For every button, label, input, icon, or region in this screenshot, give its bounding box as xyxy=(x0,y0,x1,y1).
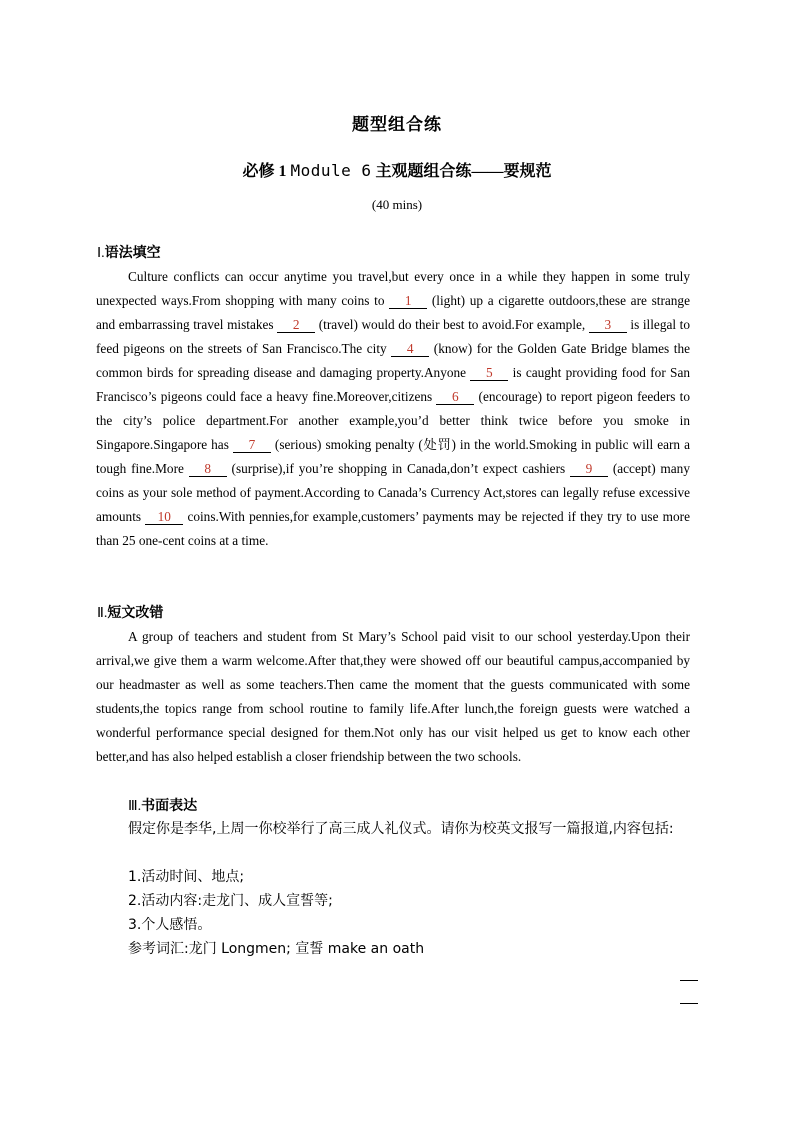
part3-vocab: 参考词汇:龙门 Longmen; 宣誓 make an oath xyxy=(128,941,425,957)
passage-text: (light) up a cigarette outdoors,these are strange and embarrassing travel mistakes xyxy=(96,293,690,332)
blank-3[interactable]: 3 xyxy=(589,318,627,333)
time-limit: (40 mins) xyxy=(371,197,423,212)
passage-text: (encourage) to report pigeon feeders to the city’s police department.For another example,you’d better think twice before you smoke in Singapore.Singapore has xyxy=(96,389,690,452)
part3-item-2: 2.活动内容:走龙门、成人宣誓等; xyxy=(128,893,333,909)
part2-heading-num: Ⅱ. xyxy=(97,606,108,621)
passage-text: (serious) smoking penalty (处罚) in the world.Smoking in public will earn a tough fine.More xyxy=(96,437,690,476)
part3-item-1: 1.活动时间、地点; xyxy=(128,869,245,885)
part3-heading-num: Ⅲ. xyxy=(128,799,142,814)
main-title-module: Module 6 xyxy=(290,161,372,180)
answer-line[interactable] xyxy=(680,980,698,981)
passage-text: is illegal to feed pigeons on the streets of San Francisco.The city xyxy=(96,317,690,356)
passage-text: (travel) would do their best to avoid.For example, xyxy=(315,317,589,332)
blank-10[interactable]: 10 xyxy=(145,510,183,525)
blank-4[interactable]: 4 xyxy=(391,342,429,357)
part2-passage: A group of teachers and student from St Mary’s School paid visit to our school yesterday.Upon their arrival,we give them a warm welcome.After that,they were showed off our beautiful campus,accompanied by our headmaster as well as some teachers.Then came the moment that the guests communicated with some students,the topics range from school routine to family life.After lunch,the foreign guests were watched a wonderful performance special designed for them.Not only has our visit helped us get to know each other better,and has also helped establish a closer friendship between the two schools. xyxy=(96,629,690,764)
blank-5[interactable]: 5 xyxy=(470,366,508,381)
passage-text: (surprise),if you’re shopping in Canada,don’t expect cashiers xyxy=(226,461,570,476)
passage-text: coins.With pennies,for example,customers’ payments may be rejected if they try to use more than 25 one-cent coins at a time. xyxy=(96,509,690,548)
blank-9[interactable]: 9 xyxy=(570,462,608,477)
part2-heading xyxy=(97,602,163,622)
passage-text: (know) for the Golden Gate Bridge blames the common birds for spreading disease and damaging property.Anyone xyxy=(96,341,691,380)
part2-heading-label: 短文改错 xyxy=(107,605,164,621)
part3-prompt: 假定你是李华,上周一你校举行了高三成人礼仪式。请你为校英文报写一篇报道,内容包括: xyxy=(128,821,674,837)
part1-heading xyxy=(97,242,161,262)
blank-8[interactable]: 8 xyxy=(189,462,227,477)
main-title-prefix: 必修 1 xyxy=(242,163,291,180)
part1-passage xyxy=(96,265,690,553)
part3-heading-label: 书面表达 xyxy=(141,798,198,814)
main-title-suffix: 主观题组合练——要规范 xyxy=(375,163,552,180)
part1-heading-num: Ⅰ. xyxy=(97,246,105,261)
answer-line[interactable] xyxy=(680,1003,698,1004)
blank-7[interactable]: 7 xyxy=(233,438,271,453)
passage-text: is caught providing food for San Francisco’s pigeons could face a heavy fine.Moreover,citizens xyxy=(96,365,690,404)
blank-1[interactable]: 1 xyxy=(389,294,427,309)
passage-text: Culture conflicts can occur anytime you travel,but every once in a while they happen in some truly unexpected ways.From shopping with many coins to xyxy=(96,269,690,308)
passage-text: (accept) many coins as your sole method of payment.According to Canada’s Currency Act,stores can legally refuse excessive amounts xyxy=(96,461,690,524)
main-title xyxy=(0,158,794,181)
part3-heading xyxy=(128,795,197,815)
part3-item-3: 3.个人感悟。 xyxy=(128,917,212,933)
blank-2[interactable]: 2 xyxy=(277,318,315,333)
part1-heading-label: 语法填空 xyxy=(104,245,161,261)
blank-6[interactable]: 6 xyxy=(436,390,474,405)
section-title: 题型组合练 xyxy=(352,115,442,134)
